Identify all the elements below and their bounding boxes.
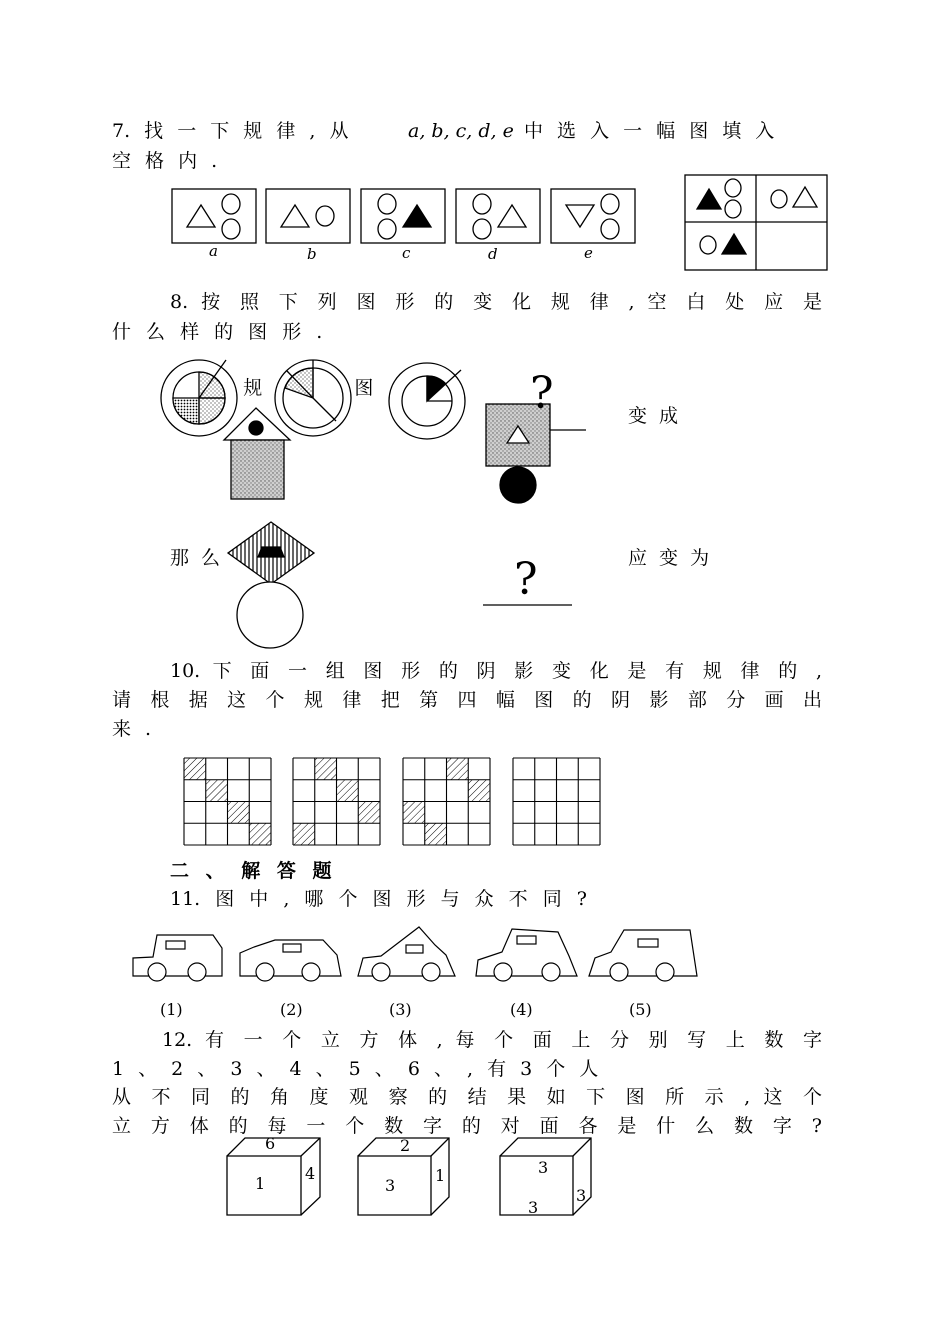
cube2-front: 3	[385, 1176, 396, 1195]
q7-option-label-c: c	[402, 244, 411, 262]
q11-label-5: (5)	[629, 1000, 652, 1019]
q10-line3: 来 .	[112, 718, 152, 740]
cube3-top: 3	[538, 1158, 549, 1177]
q9-question-mark-2: ?	[514, 554, 538, 605]
q12-line3: 从 不 同 的 角 度 观 察 的 结 果 如 下 图 所 示 , 这 个	[112, 1086, 822, 1108]
cube2-side: 1	[435, 1166, 446, 1185]
q10-line2: 请 根 据 这 个 规 律 把 第 四 幅 图 的 阴 影 部 分 画 出	[112, 689, 822, 711]
cube1-top: 6	[265, 1134, 276, 1153]
q9-becomes: 变 成	[628, 405, 679, 427]
q11-label-4: (4)	[510, 1000, 533, 1019]
q7-option-label-e: e	[584, 244, 593, 262]
q7-option-label-a: a	[209, 242, 218, 260]
q7-line1-vars: a, b, c, d, e	[408, 120, 514, 142]
q9-then-text: 那 么	[170, 547, 221, 569]
q10-line1: 10. 下 面 一 组 图 形 的 阴 影 变 化 是 有 规 律 的 ,	[170, 660, 822, 682]
cube1-front: 1	[255, 1174, 266, 1193]
q12-line1: 12. 有 一 个 立 方 体 , 每 个 面 上 分 别 写 上 数 字	[162, 1029, 822, 1051]
q11-label-1: (1)	[160, 1000, 183, 1019]
q9-should-become: 应 变 为	[628, 547, 710, 569]
cube2-top: 2	[400, 1136, 411, 1155]
q12-line2: 1 、 2 、 3 、 4 、 5 、 6 、 , 有 3 个 人	[112, 1058, 599, 1080]
cube3-front: 3	[528, 1198, 539, 1217]
q8-line2: 什 么 样 的 图 形 .	[112, 321, 323, 343]
q7-line1-prefix: 7. 找 一 下 规 律 , 从	[112, 120, 349, 142]
q9-question-mark-1: ?	[530, 368, 554, 419]
q12-line4: 立 方 体 的 每 一 个 数 字 的 对 面 各 是 什 么 数 字 ?	[112, 1115, 822, 1137]
section2-heading: 二 、 解 答 题	[170, 860, 332, 882]
cube1-side: 4	[305, 1164, 316, 1183]
q7-line1-suffix: 中 选 入 一 幅 图 填 入	[524, 120, 775, 142]
q11-label-3: (3)	[389, 1000, 412, 1019]
q7-line2: 空 格 内 .	[112, 150, 218, 172]
q11-line1: 11. 图 中 , 哪 个 图 形 与 众 不 同 ?	[170, 888, 587, 910]
q9-line1: 规 图	[243, 377, 374, 399]
q8-line1: 8. 按 照 下 列 图 形 的 变 化 规 律 , 空 白 处 应 是	[170, 291, 822, 313]
cube3-side: 3	[576, 1186, 587, 1205]
q11-label-2: (2)	[280, 1000, 303, 1019]
q7-option-label-b: b	[307, 245, 317, 263]
q7-option-label-d: d	[488, 245, 498, 263]
